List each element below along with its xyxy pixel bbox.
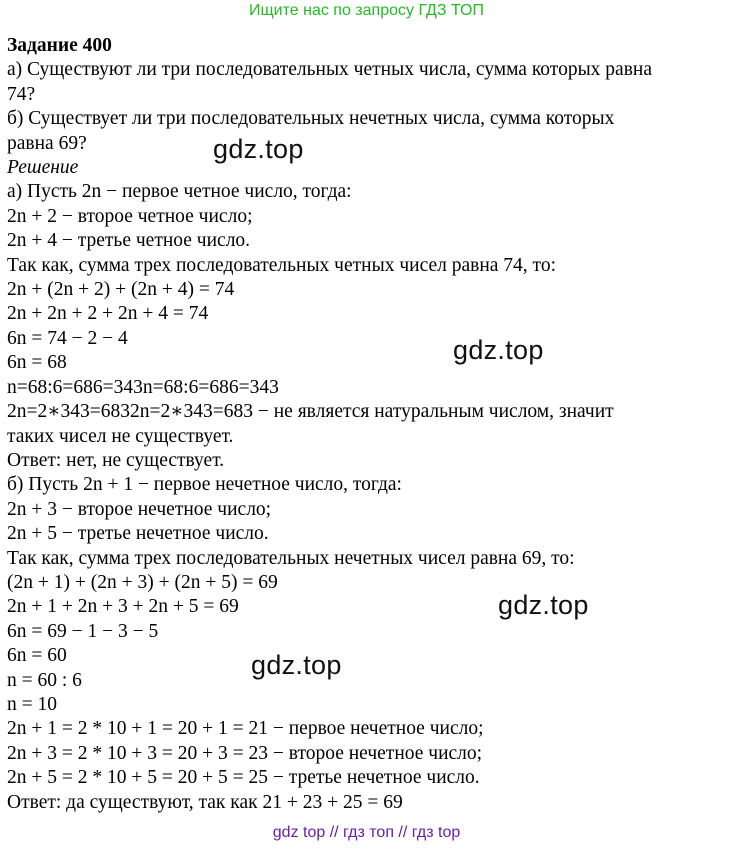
solution-line: 2n + 3 = 2 * 10 + 3 = 20 + 3 = 23 − второе нечетное число; [7,742,483,764]
top-banner: Ищите нас по запросу ГДЗ ТОП [249,2,484,19]
solution-line: 2n + 5 − третье нечетное число. [7,523,269,545]
watermark: gdz.top [251,650,342,680]
solution-line: а) Пусть 2n − первое четное число, тогда: [7,181,352,203]
solution-line: 2n + 1 = 2 * 10 + 1 = 20 + 1 = 21 − первое нечетное число; [7,718,484,740]
solution-answer: Ответ: да существуют, так как 21 + 23 + 25 = 69 [7,791,403,813]
solution-line: 6n = 68 [7,352,67,374]
solution-line: таких чисел не существует. [7,425,234,447]
task-line: 74? [7,83,36,105]
solution-line: 2n + 5 = 2 * 10 + 5 = 20 + 5 = 25 − третье нечетное число. [7,767,480,789]
task-line: а) Существуют ли три последовательных четных числа, сумма которых равна [7,59,652,81]
solution-line: 2n + 3 − второе нечетное число; [7,498,272,520]
solution-line: Так как, сумма трех последовательных нечетных чисел равна 69, то: [7,547,575,569]
task-title: Задание 400 [7,35,112,56]
solution-line: n = 60 : 6 [7,669,82,691]
solution-line: б) Пусть 2n + 1 − первое нечетное число, тогда: [7,474,402,496]
task-line: б) Существует ли три последовательных нечетных числа, сумма которых [7,108,615,130]
solution-line: 2n=2∗343=6832n=2∗343=683 − не является натуральным числом, значит [7,401,614,423]
solution-line: 6n = 69 − 1 − 3 − 5 [7,620,159,642]
watermark: gdz.top [213,134,304,164]
solution-line: 2n + 2n + 2 + 2n + 4 = 74 [7,303,209,325]
solution-answer: Ответ: нет, не существует. [7,449,225,471]
solution-line: 6n = 60 [7,645,67,667]
watermark: gdz.top [498,590,589,620]
solution-line: n = 10 [7,693,57,715]
bottom-banner: gdz top // гдз топ // гдз top [272,824,461,841]
solution-line: (2n + 1) + (2n + 3) + (2n + 5) = 69 [7,571,278,593]
solution-line: 2n + (2n + 2) + (2n + 4) = 74 [7,279,235,301]
watermark: gdz.top [453,335,544,365]
document-body [7,34,722,815]
solution-line: 2n + 4 − третье четное число. [7,230,251,252]
solution-line: 6n = 74 − 2 − 4 [7,327,128,349]
solution-heading: Решение [7,157,79,179]
solution-line: 2n + 1 + 2n + 3 + 2n + 5 = 69 [7,596,239,618]
solution-line: Так как, сумма трех последовательных четных чисел равна 74, то: [7,254,556,276]
solution-line: n=68:6=686=343n=68:6=686=343 [7,376,279,398]
task-line: равна 69? [7,132,87,154]
solution-line: 2n + 2 − второе четное число; [7,205,253,227]
